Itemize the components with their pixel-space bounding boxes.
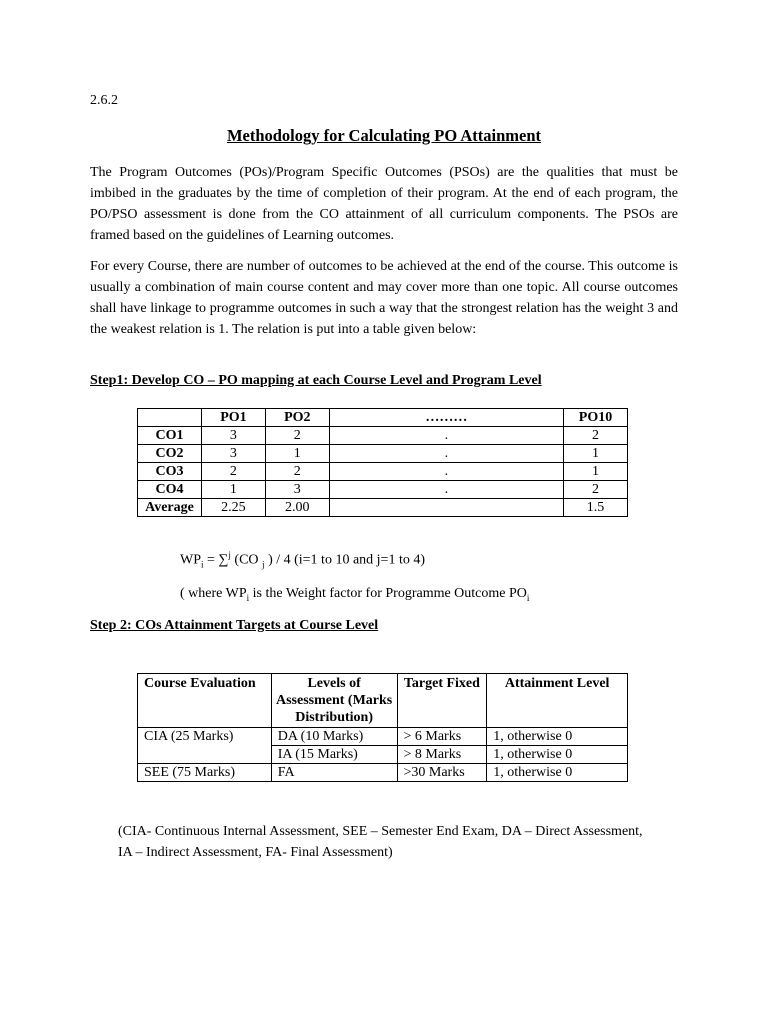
table-header-row bbox=[138, 409, 628, 427]
note-sub2: i bbox=[526, 592, 530, 603]
table-cell: 2 bbox=[201, 463, 265, 481]
table-cell: 2 bbox=[564, 427, 628, 445]
table-row bbox=[138, 427, 628, 445]
table-cell: >30 Marks bbox=[397, 764, 487, 782]
table-row bbox=[138, 463, 628, 481]
table-cell: . bbox=[329, 463, 563, 481]
table-cell: FA bbox=[271, 764, 397, 782]
table-cell: 1, otherwise 0 bbox=[487, 728, 628, 746]
table-cell: . bbox=[329, 481, 563, 499]
table-cell: > 6 Marks bbox=[397, 728, 487, 746]
header-cell: PO1 bbox=[201, 409, 265, 427]
table-cell: 2.00 bbox=[265, 499, 329, 517]
header-cell bbox=[138, 409, 202, 427]
row-label: CO4 bbox=[138, 481, 202, 499]
table-cell: 2 bbox=[265, 463, 329, 481]
table-cell bbox=[329, 499, 563, 517]
table-cell: 3 bbox=[265, 481, 329, 499]
formula-sum-sup: j bbox=[228, 550, 231, 560]
section-number: 2.6.2 bbox=[90, 93, 118, 108]
paragraph-course-outcomes: For every Course, there are number of outcomes to be achieved at the end of the course. This outcome is usually a combination of main course content and may cover more than one topic. All course outcomes shall have linkage to programme outcomes in such a way that the strongest relation has the weight 3 and the weakest relation is 1. The relation is put into a table given below: bbox=[90, 259, 678, 337]
table-cell: 2 bbox=[265, 427, 329, 445]
table-row-average bbox=[138, 499, 628, 517]
co-po-mapping-table bbox=[137, 408, 628, 517]
table-row bbox=[138, 481, 628, 499]
header-cell: Target Fixed bbox=[397, 674, 487, 728]
table-cell: 2 bbox=[564, 481, 628, 499]
table-cell: 1 bbox=[265, 445, 329, 463]
header-cell: Levels of Assessment (Marks Distribution) bbox=[271, 674, 397, 728]
row-label: CO3 bbox=[138, 463, 202, 481]
header-cell: PO10 bbox=[564, 409, 628, 427]
table-cell: 1, otherwise 0 bbox=[487, 746, 628, 764]
row-label: Average bbox=[138, 499, 202, 517]
table-cell: 3 bbox=[201, 427, 265, 445]
formula-wp-sub: i bbox=[201, 559, 204, 570]
table-row bbox=[138, 445, 628, 463]
formula-co-sub: j bbox=[262, 559, 265, 570]
table-cell: 1, otherwise 0 bbox=[487, 764, 628, 782]
row-label: CO1 bbox=[138, 427, 202, 445]
header-cell: ……… bbox=[329, 409, 563, 427]
abbreviations-note: (CIA- Continuous Internal Assessment, SEE – Semester End Exam, DA – Direct Assessment, IA – Indirect Assessment, FA- Final Assessment) bbox=[118, 824, 643, 860]
header-cell: Attainment Level bbox=[487, 674, 628, 728]
step1-heading: Step1: Develop CO – PO mapping at each Course Level and Program Level bbox=[90, 373, 542, 388]
table-cell: IA (15 Marks) bbox=[271, 746, 397, 764]
table-cell: 1 bbox=[564, 463, 628, 481]
table-row bbox=[138, 728, 628, 746]
table-cell: . bbox=[329, 445, 563, 463]
note-prefix: ( where WP bbox=[180, 586, 247, 601]
row-label: CO2 bbox=[138, 445, 202, 463]
table-cell: . bbox=[329, 427, 563, 445]
table-cell: CIA (25 Marks) bbox=[138, 728, 272, 764]
table-cell: DA (10 Marks) bbox=[271, 728, 397, 746]
header-cell: Course Evaluation bbox=[138, 674, 272, 728]
step2-heading: Step 2: COs Attainment Targets at Course Level bbox=[90, 618, 379, 633]
formula-rest: ) / 4 (i=1 to 10 and j=1 to 4) bbox=[264, 552, 426, 568]
weight-factor-note bbox=[180, 586, 529, 603]
table-header-row bbox=[138, 674, 628, 728]
table-cell: 2.25 bbox=[201, 499, 265, 517]
page-title: Methodology for Calculating PO Attainment bbox=[226, 126, 542, 145]
weight-formula bbox=[180, 550, 425, 569]
note-sub1: i bbox=[246, 592, 250, 603]
co-attainment-table bbox=[137, 673, 628, 782]
paragraph-program-outcomes: The Program Outcomes (POs)/Program Specific Outcomes (PSOs) are the qualities that must be imbibed in the graduates by the time of completion of their program. At the end of each program, the PO/PSO assessment is done from the CO attainment of all curriculum components. The PSOs are framed based on the guidelines of Learning outcomes. bbox=[90, 165, 678, 243]
table-cell: 3 bbox=[201, 445, 265, 463]
table-cell: SEE (75 Marks) bbox=[138, 764, 272, 782]
table-row bbox=[138, 764, 628, 782]
header-cell: PO2 bbox=[265, 409, 329, 427]
note-middle: is the Weight factor for Programme Outcome PO bbox=[249, 586, 527, 601]
formula-wp: WP bbox=[180, 552, 201, 568]
table-cell: 1.5 bbox=[564, 499, 628, 517]
formula-eq: = ∑ bbox=[203, 552, 229, 568]
table-cell: 1 bbox=[564, 445, 628, 463]
table-cell: 1 bbox=[201, 481, 265, 499]
formula-co: (CO bbox=[230, 552, 263, 568]
table-cell: > 8 Marks bbox=[397, 746, 487, 764]
